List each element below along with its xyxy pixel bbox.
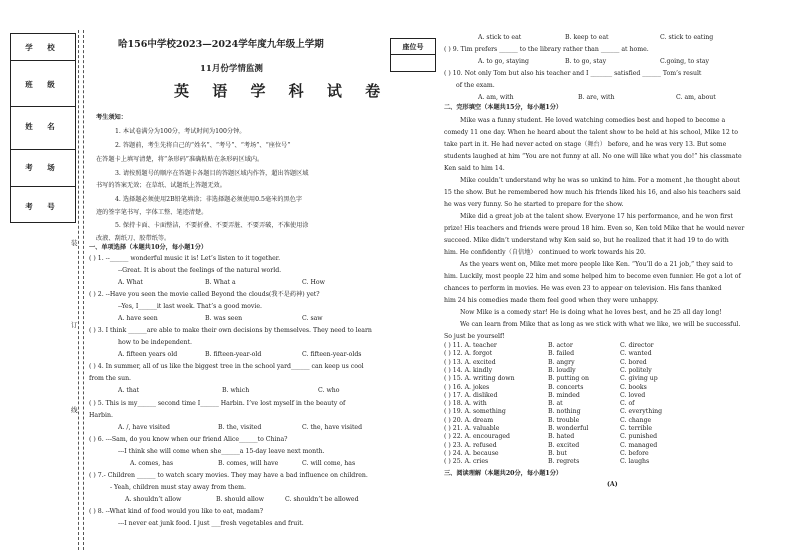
option: A. shouldn’t allow [125, 496, 182, 503]
question-line: ( ) 8. --What kind of food would you like to eat, madam? [89, 508, 264, 515]
option: A. am, with [478, 94, 514, 101]
option: C.going, to stay [660, 58, 710, 65]
cloze-option-a: ( ) 23. A. refused [444, 441, 497, 449]
option: B. was seen [205, 315, 243, 322]
passage-line: comedy 11 one day. When he heard about the talent show to be held at his school, Mike 12 to [444, 129, 738, 136]
passage-line: he was very funny. So he started to prepare for the show. [444, 201, 624, 208]
question-line: ( ) 4. In summer, all of us like the biggest tree in the school yard______ can keep us cool [89, 363, 364, 370]
class-row [11, 61, 75, 107]
option: A. What [118, 279, 143, 286]
cloze-option-b: B. excited [548, 441, 580, 449]
option: B. keep to eat [565, 34, 609, 41]
cloze-option-c: C. of [620, 400, 635, 408]
question-line: ( ) 10. Not only Tom but also his teacher and I _______ satisfied ______ Tom’s result [444, 70, 702, 77]
cloze-option-a: ( ) 11. A. teacher [444, 342, 497, 349]
passage-line: We can learn from Mike that as long as we stick with what we like, we will be successful. [460, 321, 741, 328]
notice-line: 4. 选择题必须使用2B铅笔填涂；非选择题必须使用0.5毫米的黑色字 [115, 196, 303, 203]
option: C. will come, has [302, 460, 356, 467]
question-line: Harbin. [89, 412, 113, 419]
option: A. that [118, 387, 140, 394]
passage-line: chances to perform in movies. He was even 23 to appear on television. His fans thanked [444, 285, 722, 292]
cloze-option-a: ( ) 25. A. cries [444, 458, 489, 466]
cloze-option-b: B. regrets [548, 458, 580, 466]
passage-line: students laughed at him “You are not funny at all. No one will like what you do!” his classmate [444, 153, 742, 160]
cloze-option-c: C. managed [620, 441, 658, 449]
cloze-option-a: ( ) 12. A. forgot [444, 350, 493, 358]
notice-line: 1. 本试卷满分为100分，考试时间为100分钟。 [115, 128, 246, 135]
cloze-option-a: ( ) 22. A. encouraged [444, 433, 511, 441]
option: B. should allow [216, 496, 264, 503]
option: C. who [318, 387, 340, 394]
cloze-option-b: B. concerts [548, 383, 584, 391]
passage-line: 15 the show. But he remembered how much his friends liked his 16, and also his teachers said [444, 189, 741, 196]
school-label: 学 校 [25, 43, 61, 52]
question-line: --Yes, I______it last week. That’s a good movie. [118, 303, 262, 310]
passage-line: Mike was a funny student. He loved watching comedies best and hoped to become a [460, 117, 726, 124]
cloze-option-c: C. director [620, 342, 654, 349]
question-line: --Great. It is about the feelings of the natural world. [118, 267, 282, 274]
cloze-option-b: B. loudly [548, 366, 576, 374]
cloze-option-c: C. change [620, 416, 652, 424]
cloze-option-a: ( ) 15. A. writing down [444, 375, 515, 383]
option: B. which [222, 387, 250, 394]
cloze-option-c: C. terrible [620, 425, 653, 432]
question-line: ( ) 3. I think ______are able to make their own decisions by themselves. They need to learn [89, 327, 372, 334]
cloze-option-c: C. giving up [620, 375, 658, 383]
exam-no-row [11, 187, 75, 221]
passage-line: succeed. Mike didn’t understand why Ken said so, but he realized that it had 19 to do with [444, 237, 729, 244]
cloze-option-a: ( ) 17. A. disliked [444, 391, 498, 399]
option: A. /, have visited [118, 424, 170, 431]
option: C. How [302, 279, 325, 286]
question-line: ( ) 2. --Have you seen the movie called Beyond the clouds(我不是药神) yet? [89, 291, 320, 298]
passage-line: Now Mike is a comedy star! He is doing what he loves best, and he 25 all day long! [460, 309, 722, 316]
option: C. am, about [676, 94, 716, 101]
student-info-box [10, 33, 76, 223]
option: B. the, visited [218, 424, 262, 431]
cloze-option-a: ( ) 16. A. jokes [444, 383, 490, 391]
option: A. to go, staying [478, 58, 529, 65]
passage-line: him. Luckily, most people 22 him and some helped him to become even funnier. He got a lot of [444, 273, 741, 280]
passage-line: Mike did a great job at the talent show. Everyone 17 his performance, and he won first [460, 213, 733, 220]
cloze-option-b: B. wonderful [548, 425, 589, 432]
passage-line: Mike couldn’t understand why he was so unkind to him. For a moment ,he thought about [460, 177, 740, 184]
question-line: from the sun. [89, 375, 132, 382]
cloze-option-c: C. politely [620, 366, 652, 374]
school-row [11, 34, 75, 61]
school-title: 哈156中学校2023—2024学年度九年级上学期 [118, 39, 324, 50]
question-line: ( ) 6. ---Sam, do you know when our friend Alice______to China? [89, 436, 288, 443]
exam-month: 11月份学情监测 [200, 64, 263, 74]
question-line: - Yeah, children must stay away from them. [110, 484, 247, 491]
name-label: 姓 名 [25, 122, 61, 131]
notice-line: 2. 答题前，考生先将自己的“姓名”、“考号”、“考场”、“座位号” [115, 142, 291, 149]
cloze-option-b: B. but [548, 449, 567, 457]
subject-title: 英 语 学 科 试 卷 [174, 82, 390, 100]
notice-line: 5. 保持卡面、卡面整洁，不要折叠、不要弄脏、不要弄破，不准使用涂 [115, 222, 309, 229]
cloze-option-b: B. hated [548, 433, 575, 441]
exam-room-label: 考 场 [25, 163, 61, 172]
passage-line: Ken said to him 14. [444, 165, 505, 172]
class-label: 班 级 [25, 80, 61, 89]
option: C. stick to eating [660, 34, 714, 41]
cloze-option-b: B. angry [548, 358, 575, 366]
cloze-option-c: C. wanted [620, 350, 652, 358]
cloze-option-b: B. nothing [548, 408, 581, 416]
cloze-option-b: B. failed [548, 350, 575, 358]
notice-line: 3. 请按照题号的顺序在答题卡各题目的答题区域内作答，超出答题区域 [115, 170, 309, 177]
option: B. to go, stay [565, 58, 607, 65]
section2-heading: 二、完形填空（本题共15分，每小题1分） [444, 104, 563, 111]
option: B. fifteen-year-old [205, 351, 262, 358]
question-line: of the exam. [456, 82, 495, 89]
section1-heading: 一、单项选择（本题共10分，每小题1分） [89, 244, 208, 251]
notice-line: 改液、刮纸刀、胶带纸等。 [96, 235, 171, 242]
question-line: ---I think she will come when she______a 15-day leave next month. [118, 448, 325, 455]
cloze-option-a: ( ) 21. A. valuable [444, 425, 500, 432]
binding-line-outer [83, 30, 84, 550]
cloze-option-a: ( ) 13. A. excited [444, 358, 496, 366]
cloze-option-c: C. bored [620, 358, 647, 366]
passage-line: him. He confidently（自信地） continued to work towards his 20. [444, 249, 646, 256]
question-line: ( ) 7.- Children ______ to watch scary movies. They may have a bad influence on children. [89, 472, 368, 479]
cloze-option-c: C. punished [620, 433, 658, 441]
cloze-option-a: ( ) 18. A. with [444, 400, 487, 408]
passage-line: As the years went on, Mike met more people like Ken. “You’ll do a 21 job,” they said to [460, 261, 733, 268]
option: B. comes, will have [218, 460, 279, 467]
option: C. the, have visited [302, 424, 363, 431]
cloze-option-a: ( ) 14. A. kindly [444, 366, 493, 374]
passage-line: him 24 his comedies made them feel good when they were unhappy. [444, 297, 659, 304]
question-line: how to be independent. [118, 339, 192, 346]
cloze-option-b: B. minded [548, 391, 580, 399]
seat-number-box [390, 38, 436, 72]
notice-title: 考生须知： [96, 114, 127, 121]
section3-heading: 三、阅读理解（本题共20分，每小题1分） [444, 470, 563, 477]
option: A. have seen [118, 315, 158, 322]
binding-mark-1: 装 [71, 239, 78, 247]
question-line: ( ) 1. --______ wonderful music it is! Let’s listen to it together. [89, 255, 281, 262]
cloze-option-c: C. laughs [620, 458, 650, 466]
cloze-option-b: B. actor [548, 342, 573, 349]
option: B. What a [205, 279, 236, 286]
cloze-option-a: ( ) 20. A. dream [444, 416, 494, 424]
option: A. stick to eat [478, 34, 522, 41]
passage-line: take part in it. He had never acted on stage（舞台） before, and he was very 13. But some [444, 141, 727, 148]
cloze-option-c: C. before [620, 449, 649, 457]
option: A. fifteen years old [118, 351, 178, 358]
cloze-option-a: ( ) 19. A. something [444, 408, 506, 416]
exam-room-row [11, 150, 75, 187]
cloze-option-b: B. trouble [548, 416, 580, 424]
exam-no-label: 考 号 [25, 202, 61, 211]
cloze-option-c: C. everything [620, 408, 663, 416]
passage-line: So just be yourself! [444, 333, 505, 340]
section3-part: (A) [607, 481, 618, 488]
option: C. fifteen-year-olds [302, 351, 362, 358]
cloze-option-c: C. loved [620, 391, 646, 399]
cloze-option-b: B. putting on [548, 375, 590, 383]
option: A. comes, has [130, 460, 174, 467]
binding-mark-3: 线 [71, 406, 78, 414]
cloze-option-b: B. at [548, 400, 563, 408]
notice-line: 书写的答案无效；在草纸、试题纸上答题无效。 [96, 182, 226, 189]
question-line: ---I never eat junk food. I just ___fresh vegetables and fruit. [118, 520, 304, 527]
option: C. shouldn’t be allowed [285, 496, 359, 503]
cloze-option-a: ( ) 24. A. because [444, 449, 499, 457]
question-line: ( ) 5. This is my______ second time I______ Harbin. I’ve lost myself in the beauty of [89, 400, 346, 407]
seat-label: 座位号 [391, 39, 435, 55]
notice-line: 迹的签字笔书写，字体工整、笔迹清楚。 [96, 209, 208, 216]
option: C. saw [302, 315, 323, 322]
option: B. are, with [578, 94, 615, 101]
binding-mark-2: 订 [71, 321, 78, 329]
cloze-option-c: C. books [620, 383, 647, 391]
question-line: ( ) 9. Tim prefers ______ to the library rather than ______ at home. [444, 46, 649, 53]
binding-line-inner [78, 30, 79, 550]
passage-line: prize! His teachers and friends were proud 18 him. Even so, Ken told Mike that he would never [444, 225, 745, 232]
name-row [11, 107, 75, 150]
notice-line: 在答题卡上填写清楚，将“条形码”准确粘贴在条形码区域内。 [96, 156, 264, 163]
